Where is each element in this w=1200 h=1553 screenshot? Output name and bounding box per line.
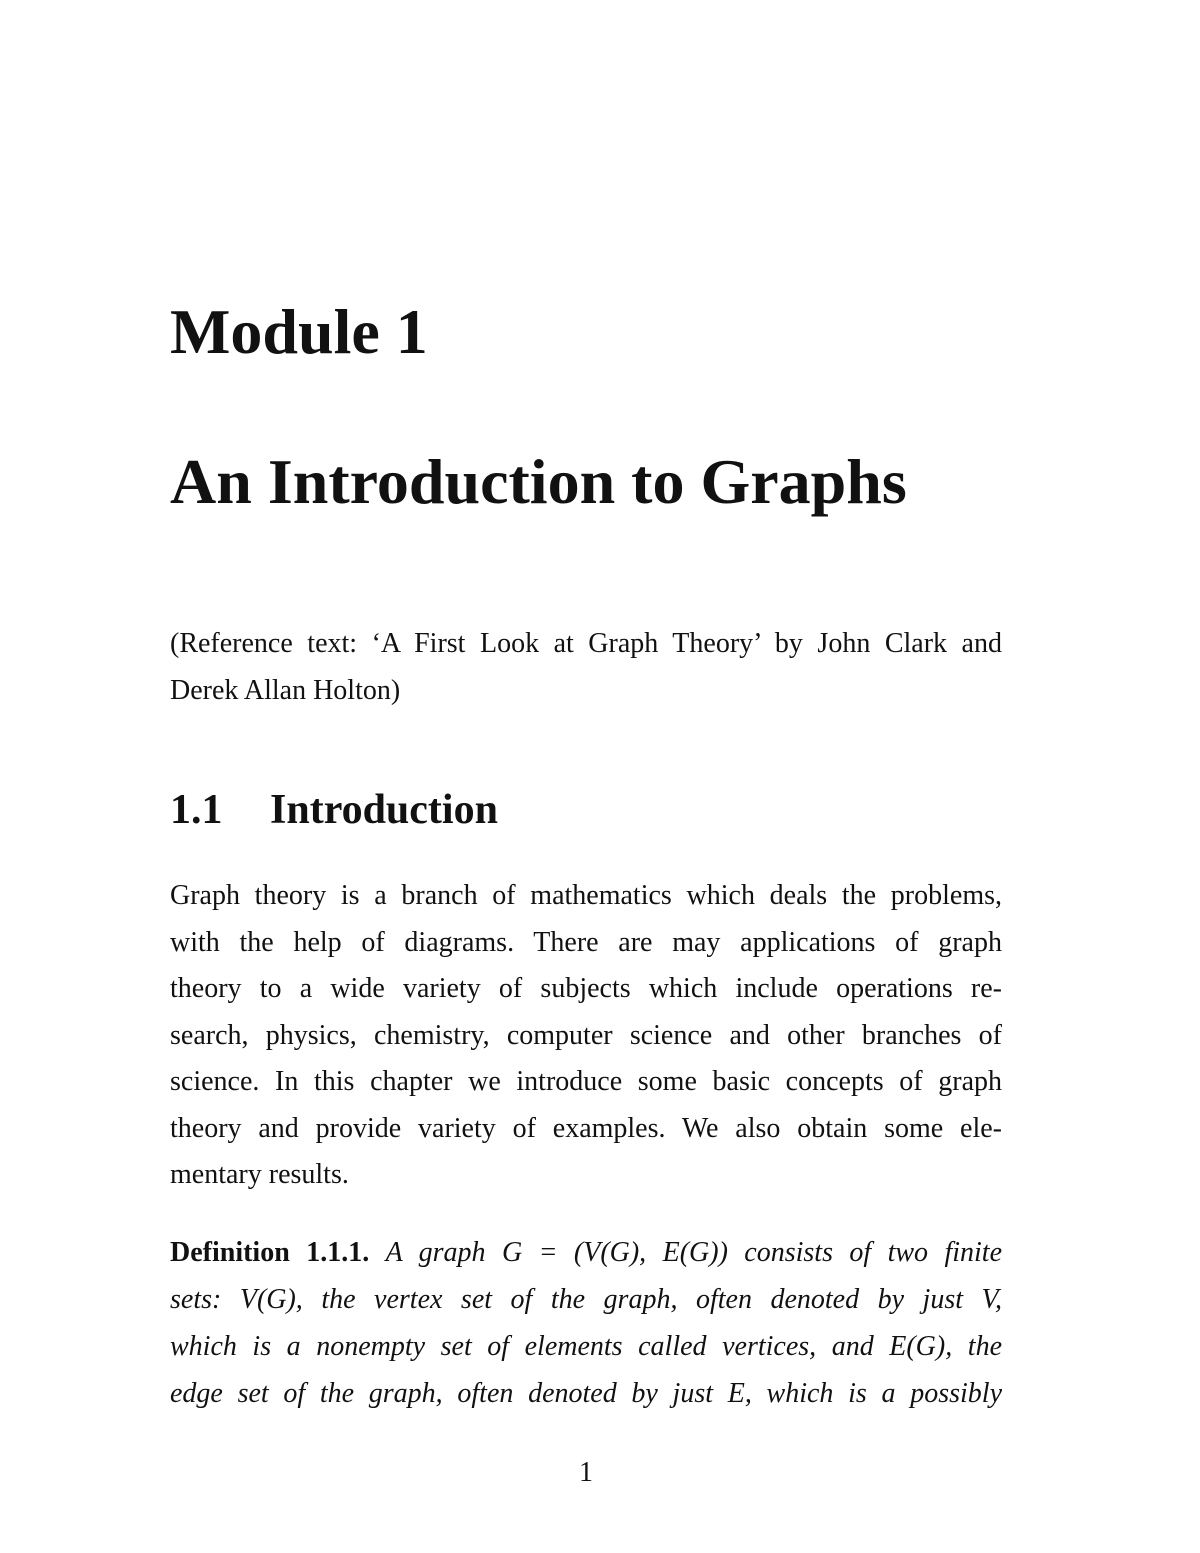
definition-text: A graph G = (V(G), E(G)) consists of two finite (385, 1237, 1003, 1268)
paragraph-line: Graph theory is a branch of mathematics which deals the problems, (170, 880, 1002, 911)
definition-line (170, 1229, 1002, 1276)
definition-label: Definition 1.1.1. (170, 1237, 370, 1268)
paragraph-line: science. In this chapter we introduce some basic concepts of graph (170, 1066, 1002, 1097)
definition-line: which is a nonempty set of elements called vertices, and E(G), the (170, 1331, 1002, 1362)
section-number: 1.1 (170, 787, 223, 833)
reference-note (170, 621, 1002, 714)
page-number: 1 (579, 1457, 593, 1488)
section-heading (170, 780, 498, 840)
module-number-heading: Module 1 (170, 296, 428, 367)
reference-line: (Reference text: ‘A First Look at Graph Theory’ by John Clark and (170, 628, 1002, 659)
paragraph-line: theory and provide variety of examples. We also obtain some ele- (170, 1112, 1002, 1144)
paragraph-line: with the help of diagrams. There are may applications of graph (170, 926, 1002, 958)
paragraph-line: mentary results. (170, 1159, 349, 1190)
reference-line: Derek Allan Holton) (170, 674, 401, 706)
paragraph-line: theory to a wide variety of subjects which include operations re- (170, 973, 1002, 1004)
section-title: Introduction (270, 787, 498, 833)
definition-block (170, 1229, 1002, 1417)
definition-line: edge set of the graph, often denoted by just E, which is a possibly (170, 1378, 1002, 1409)
module-title-heading: An Introduction to Graphs (170, 446, 907, 517)
intro-paragraph (170, 873, 1002, 1199)
paragraph-line: search, physics, chemistry, computer science and other branches of (170, 1019, 1002, 1051)
definition-line: sets: V(G), the vertex set of the graph, often denoted by just V, (170, 1284, 1002, 1315)
